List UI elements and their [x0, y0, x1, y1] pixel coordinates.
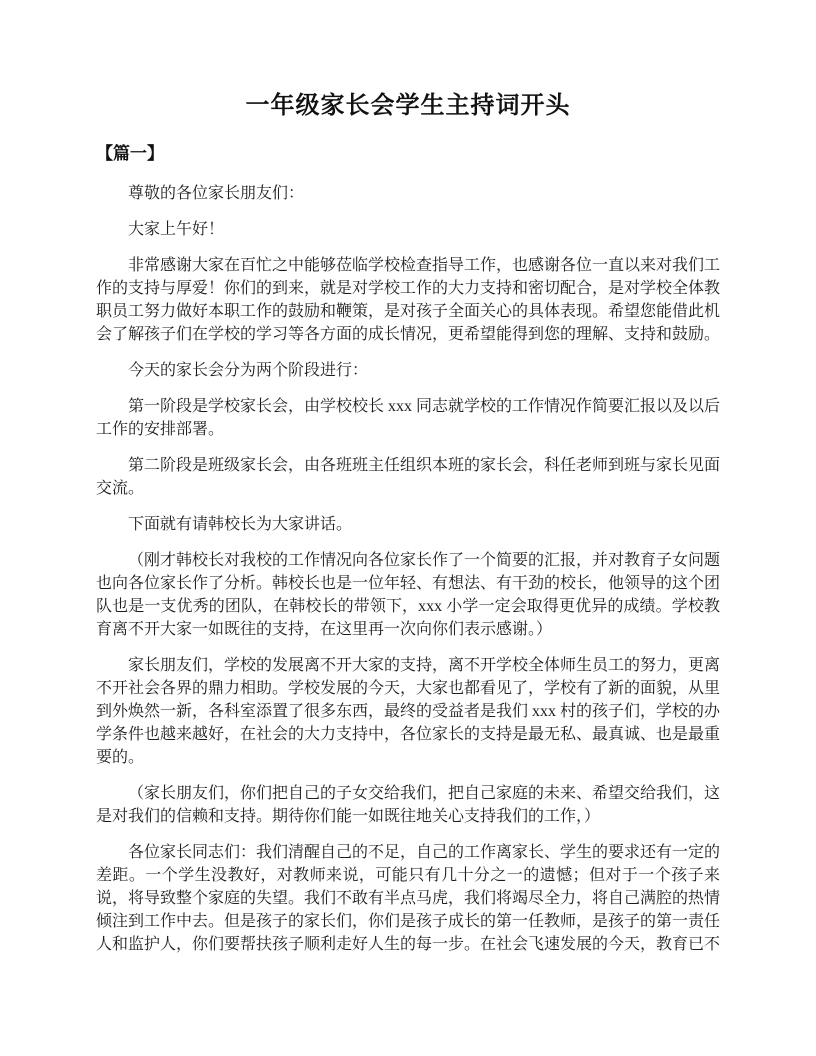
paragraph-stage-two: 第二阶段是班级家长会，由各班班主任组织本班的家长会，科任老师到班与家长见面交流。: [96, 457, 721, 497]
paragraph-thanks: 非常感谢大家在百忙之中能够莅临学校检查指导工作，也感谢各位一直以来对我们工作的支持与厚爱！你们的到来，就是对学校工作的大力支持和密切配合，是对学校全体教职员工努力做好本职工作的鼓励和鞭策，是对孩子全面关心的具体表现。希望您能借此机会了解孩子们在学校的学习等各方面的成长情况，更希望能得到您的理解、支持和鼓励。: [96, 257, 721, 343]
paragraph-parents-responsibility: 各位家长同志们：我们清醒自己的不足，自己的工作离家长、学生的要求还有一定的差距。一个学生没教好，对教师来说，可能只有几十分之一的遗憾；但对于一个孩子来说，将导致整个家庭的失望。我们不敢有半点马虎，我们将竭尽全力，将自己满腔的热情倾注到工作中去。但是孩子的家长们，你们是孩子成长的第一任教师，是孩子的第一责任人和监护人，你们要帮扶孩子顺利走好人生的每一步。在社会飞速发展的今天，教育已不: [96, 844, 721, 953]
paragraph-trust-support: （家长朋友们，你们把自己的子女交给我们，把自己家庭的未来、希望交给我们，这是对我们的信赖和支持。期待你们能一如既往地关心支持我们的工作，）: [96, 785, 721, 825]
paragraph-school-development: 家长朋友们，学校的发展离不开大家的支持，离不开学校全体师生员工的努力，更离不开社会各界的鼎力相助。学校发展的今天，大家也都看见了，学校有了新的面貌，从里到外焕然一新，各科室添置了很多东西，最终的受益者是我们 xxx 村的孩子们，学校的办学条件也越来越好，在社会的大力支持中，各位家长的支持是最无私、最真诚、也是最重要的。: [96, 657, 721, 766]
paragraph-stage-one: 第一阶段是学校家长会，由学校校长 xxx 同志就学校的工作情况作简要汇报以及以后工作的安排部署。: [96, 398, 721, 438]
paragraph-salutation: 尊敬的各位家长朋友们：: [128, 185, 305, 202]
paragraph-invite-principal: 下面就有请韩校长为大家讲话。: [128, 516, 353, 533]
section-heading: 【篇一】: [96, 144, 164, 163]
paragraph-principal-remarks: （刚才韩校长对我校的工作情况向各位家长作了一个简要的汇报，并对教育子女问题也向各位家长作了分析。韩校长也是一位年轻、有想法、有干劲的校长，他领导的这个团队也是一支优秀的团队，在韩校长的带领下，xxx 小学一定会取得更优异的成绩。学校教育离不开大家一如既往的支持，在这里再一次向你们表示感谢。）: [96, 552, 721, 638]
document-title: 一年级家长会学生主持词开头: [245, 93, 571, 119]
paragraph-two-stages-intro: 今天的家长会分为两个阶段进行：: [128, 362, 369, 379]
paragraph-greeting: 大家上午好！: [128, 221, 225, 238]
